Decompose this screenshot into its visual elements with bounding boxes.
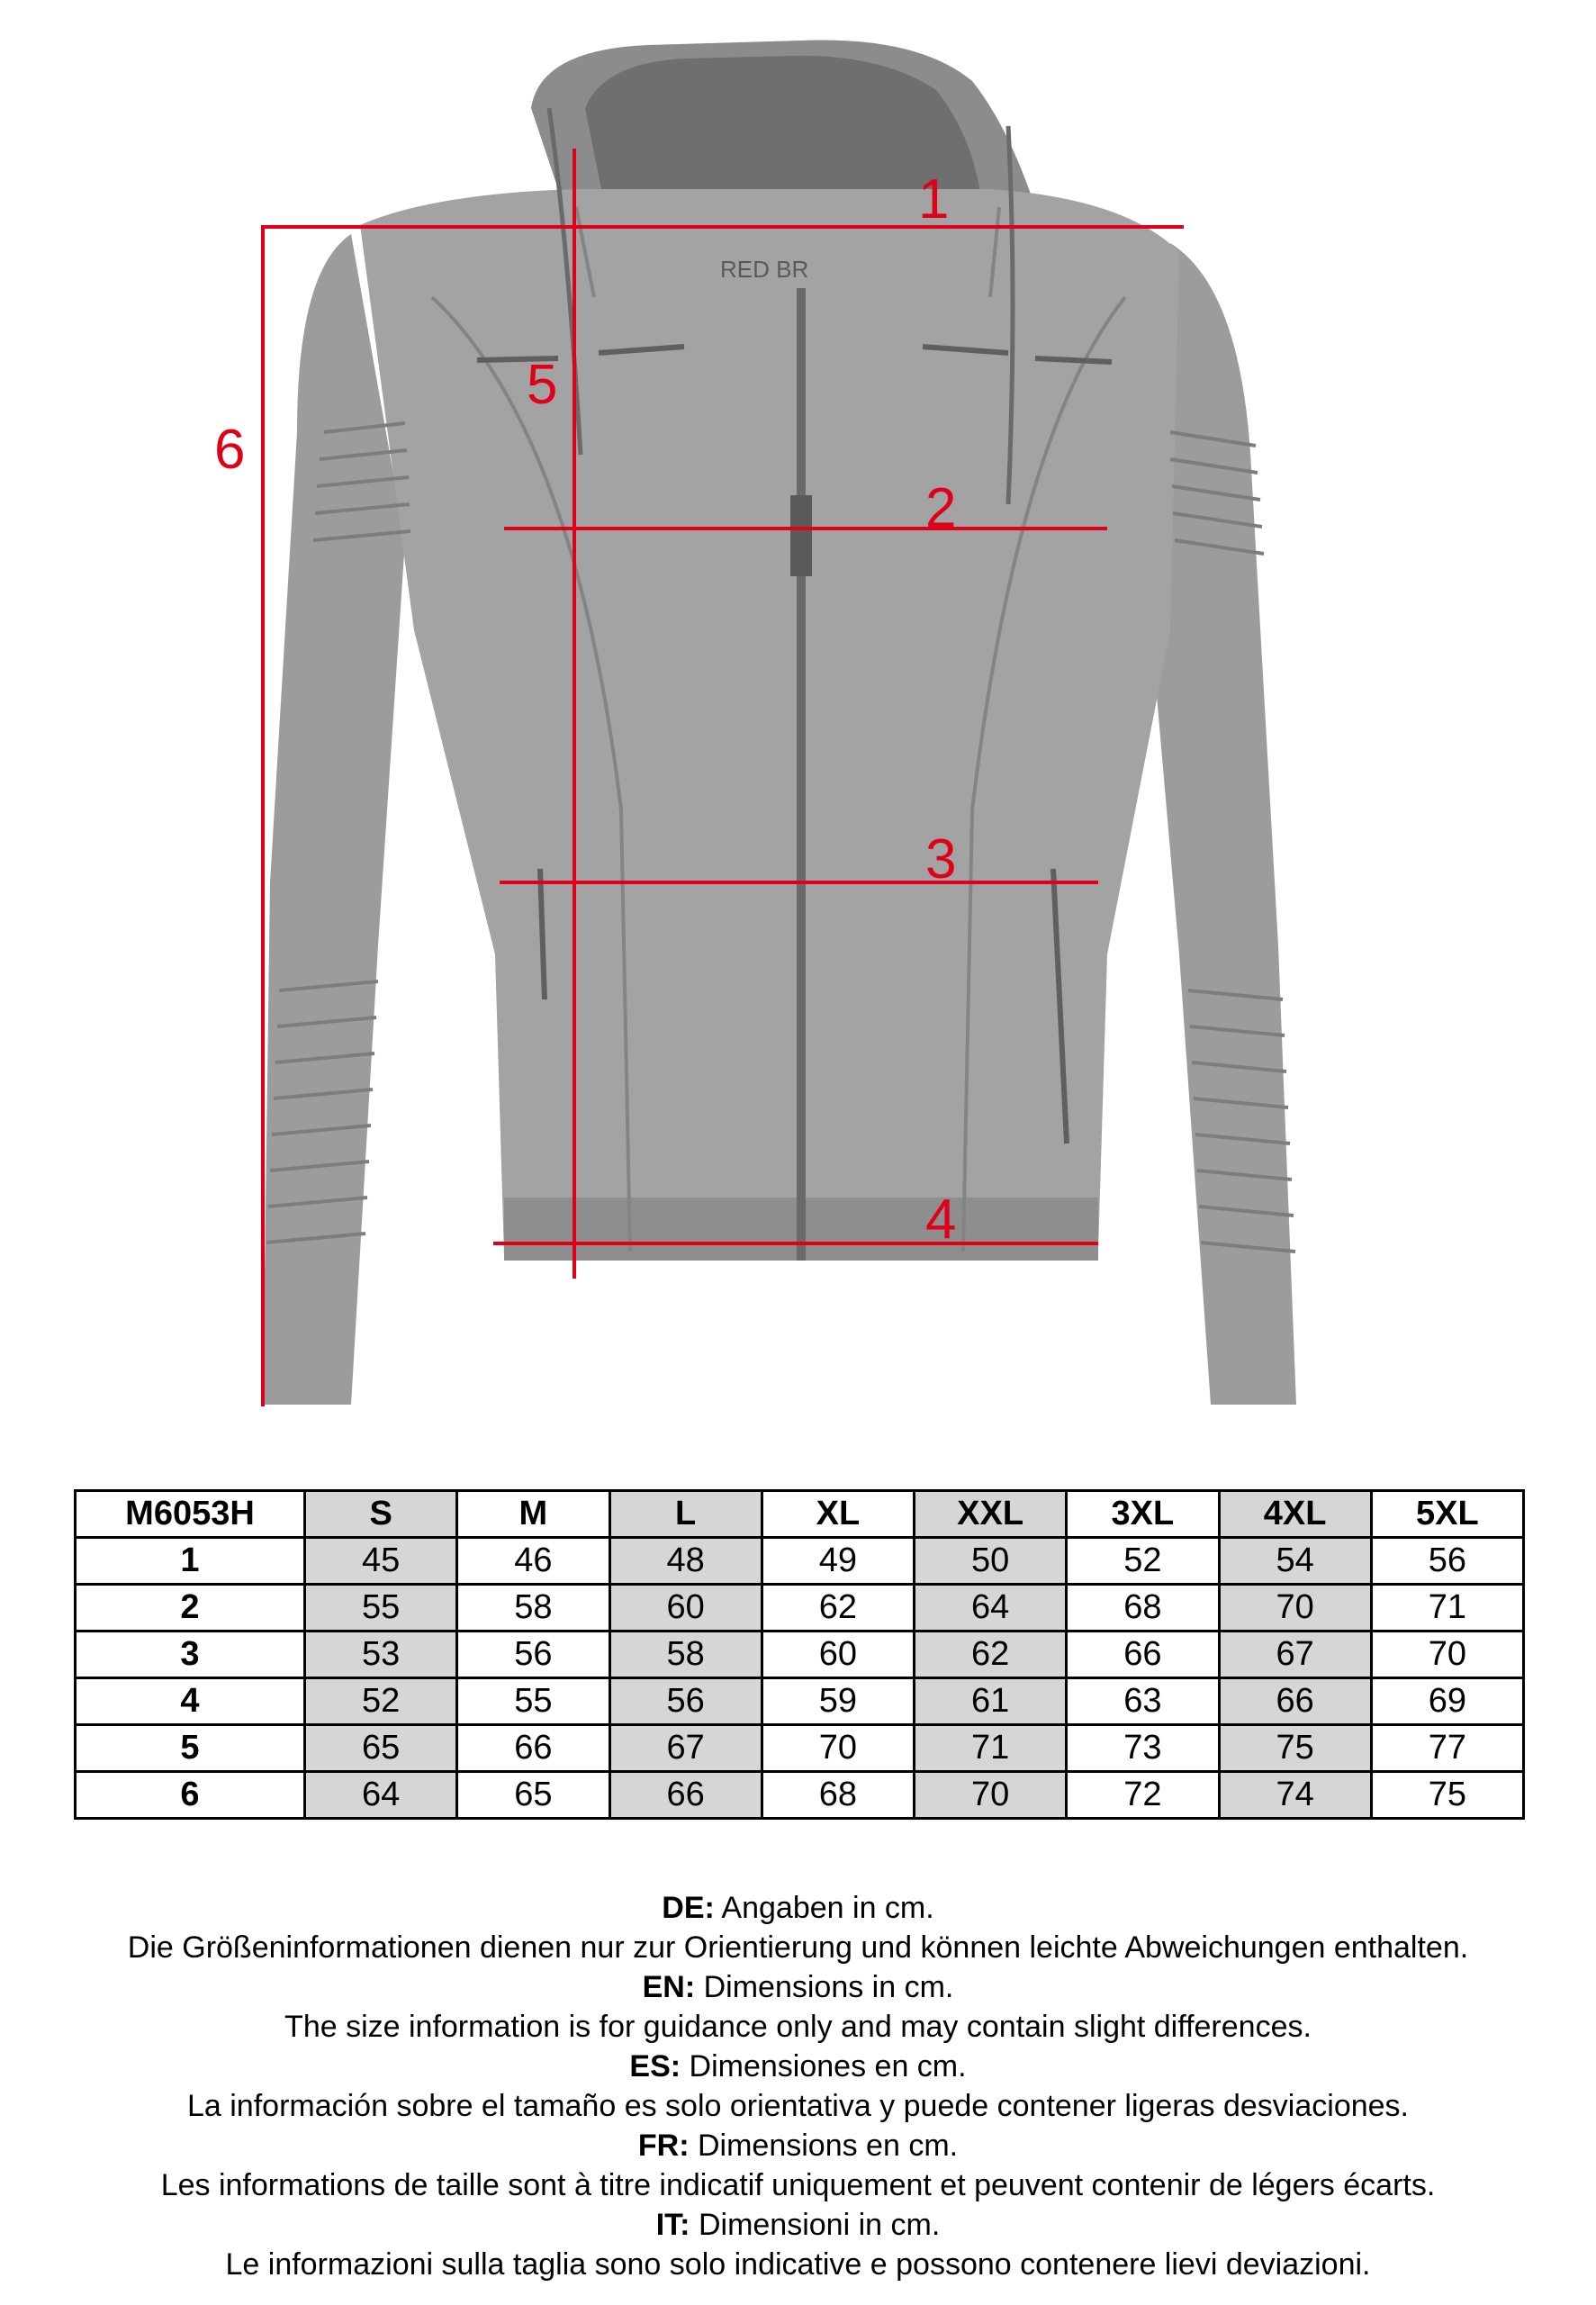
size-value-cell: 59 (762, 1678, 914, 1725)
table-row (76, 1585, 1524, 1632)
measure-label-5: 5 (527, 354, 558, 416)
size-value-cell: 56 (609, 1678, 762, 1725)
size-value-cell: 56 (1371, 1538, 1523, 1585)
note-unit-line (0, 1967, 1596, 2007)
size-value-cell: 75 (1371, 1772, 1523, 1819)
size-value-cell: 68 (1067, 1585, 1219, 1632)
measurement-number: 4 (76, 1678, 305, 1725)
note-language-code: DE: (662, 1891, 715, 1925)
size-value-cell: 77 (1371, 1725, 1523, 1772)
size-value-cell: 73 (1067, 1725, 1219, 1772)
size-value-cell: 50 (915, 1538, 1067, 1585)
jacket-illustration (263, 41, 1296, 1405)
size-table (74, 1489, 1525, 1820)
size-value-cell: 70 (1371, 1632, 1523, 1678)
measurement-number: 5 (76, 1725, 305, 1772)
size-value-cell: 69 (1371, 1678, 1523, 1725)
size-value-cell: 66 (609, 1772, 762, 1819)
size-value-cell: 52 (305, 1678, 457, 1725)
note-language-code: EN: (642, 1970, 696, 2004)
size-value-cell: 66 (1219, 1678, 1371, 1725)
size-header: S (305, 1491, 457, 1538)
size-header: 5XL (1371, 1491, 1523, 1538)
size-value-cell: 53 (305, 1632, 457, 1678)
note-unit-text: Dimensions en cm. (689, 2129, 959, 2163)
note-language-code: ES: (629, 2049, 681, 2084)
size-value-cell: 55 (305, 1585, 457, 1632)
table-row (76, 1538, 1524, 1585)
size-value-cell: 56 (457, 1632, 609, 1678)
note-unit-line (0, 1888, 1596, 1928)
size-value-cell: 65 (457, 1772, 609, 1819)
note-unit-line (0, 2205, 1596, 2245)
size-value-cell: 65 (305, 1725, 457, 1772)
measurement-number: 1 (76, 1538, 305, 1585)
size-value-cell: 55 (457, 1678, 609, 1725)
measure-label-4: 4 (925, 1189, 957, 1251)
size-value-cell: 60 (609, 1585, 762, 1632)
table-row (76, 1772, 1524, 1819)
measure-label-6: 6 (214, 419, 246, 481)
table-row (76, 1725, 1524, 1772)
size-value-cell: 60 (762, 1632, 914, 1678)
size-header: 4XL (1219, 1491, 1371, 1538)
size-value-cell: 58 (609, 1632, 762, 1678)
note-unit-text: Dimensiones en cm. (681, 2049, 967, 2084)
left-sleeve (263, 234, 405, 1405)
note-unit-line (0, 2047, 1596, 2086)
size-value-cell: 72 (1067, 1772, 1219, 1819)
torso (360, 189, 1179, 1256)
note-unit-text: Angaben in cm. (714, 1891, 934, 1925)
size-header-row (76, 1491, 1524, 1538)
table-row (76, 1678, 1524, 1725)
table-row (76, 1632, 1524, 1678)
brand-label: RED BR (720, 256, 809, 283)
note-language-code: FR: (637, 2129, 690, 2163)
note-unit-text: Dimensions in cm. (695, 1970, 954, 2004)
size-header: XXL (915, 1491, 1067, 1538)
size-value-cell: 58 (457, 1585, 609, 1632)
note-language-code: IT: (655, 2208, 690, 2242)
note-unit-text: Dimensioni in cm. (690, 2208, 941, 2242)
measure-label-1: 1 (918, 168, 950, 230)
note-disclaimer-text: The size information is for guidance only and may contain slight differences. (284, 2010, 1312, 2044)
size-value-cell: 70 (762, 1725, 914, 1772)
size-value-cell: 48 (609, 1538, 762, 1585)
measurement-number: 3 (76, 1632, 305, 1678)
size-header: 3XL (1067, 1491, 1219, 1538)
note-disclaimer-text: La información sobre el tamaño es solo orientativa y puede contener ligeras desviaciones. (186, 2089, 1409, 2123)
note-unit-line (0, 2126, 1596, 2165)
model-number: M6053H (76, 1491, 305, 1538)
measure-label-3: 3 (925, 828, 957, 890)
size-value-cell: 61 (915, 1678, 1067, 1725)
size-table-body (76, 1538, 1524, 1819)
size-value-cell: 54 (1219, 1538, 1371, 1585)
size-value-cell: 45 (305, 1538, 457, 1585)
size-value-cell: 62 (915, 1632, 1067, 1678)
size-header: L (609, 1491, 762, 1538)
size-value-cell: 67 (1219, 1632, 1371, 1678)
size-value-cell: 68 (762, 1772, 914, 1819)
measurement-number: 6 (76, 1772, 305, 1819)
size-value-cell: 75 (1219, 1725, 1371, 1772)
size-value-cell: 71 (915, 1725, 1067, 1772)
size-value-cell: 64 (305, 1772, 457, 1819)
size-value-cell: 63 (1067, 1678, 1219, 1725)
size-header: XL (762, 1491, 914, 1538)
note-disclaimer-text: Les informations de taille sont à titre indicatif uniquement et peuvent contenir de légers écarts. (160, 2168, 1436, 2202)
size-value-cell: 70 (915, 1772, 1067, 1819)
measurement-number: 2 (76, 1585, 305, 1632)
note-disclaimer-text: Die Größeninformationen dienen nur zur Orientierung und können leichte Abweichungen enthalten. (127, 1930, 1469, 1965)
measure-label-2: 2 (925, 477, 957, 539)
size-value-cell: 67 (609, 1725, 762, 1772)
size-header: M (457, 1491, 609, 1538)
size-value-cell: 49 (762, 1538, 914, 1585)
size-value-cell: 74 (1219, 1772, 1371, 1819)
size-value-cell: 62 (762, 1585, 914, 1632)
size-value-cell: 52 (1067, 1538, 1219, 1585)
size-value-cell: 46 (457, 1538, 609, 1585)
size-value-cell: 66 (1067, 1632, 1219, 1678)
size-value-cell: 66 (457, 1725, 609, 1772)
note-disclaimer-text: Le informazioni sulla taglia sono solo indicative e possono contenere lievi deviazioni. (225, 2247, 1371, 2282)
size-notes (0, 1888, 1596, 2284)
size-value-cell: 64 (915, 1585, 1067, 1632)
size-value-cell: 71 (1371, 1585, 1523, 1632)
size-value-cell: 70 (1219, 1585, 1371, 1632)
